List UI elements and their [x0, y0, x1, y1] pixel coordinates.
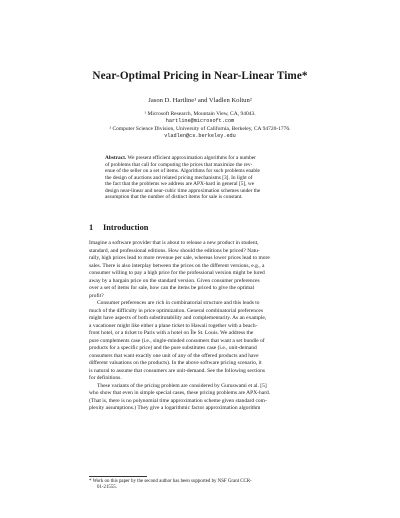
body-line: a vacationer might like either a plane ticket to Hawaii together with a beach- [89, 322, 258, 329]
body-line: sales. There is also interplay between the prices on the different versions, e.g., a [89, 262, 265, 269]
section-heading [89, 223, 148, 232]
affiliation-2-email: vladlen@cs.berkeley.edu [164, 132, 236, 139]
footnote [89, 479, 311, 492]
footnote-rule [89, 476, 147, 477]
body-line: front hotel, or a ticket to Paris with a hotel on Île St. Louis. We address the [89, 330, 254, 336]
abstract-line: assumption that the number of distinct items for sale is constant. [105, 194, 243, 201]
body-line: profit? [89, 292, 104, 299]
affiliation-1-email: hartline@microsoft.com [165, 117, 235, 124]
body-line: products for a specific price) and the pure substitutes case (i.e., unit-demand [89, 345, 257, 351]
abstract-line: of problems that call for computing the prices that maximize the rev- [105, 161, 253, 168]
body-line: much of the difficulty in price optimization. General combinatorial preferences [89, 307, 263, 314]
paper-title: Near-Optimal Pricing in Near-Linear Time* [92, 70, 308, 82]
body-line: (That is, there is no polynomial time approximation scheme given standard com- [89, 397, 267, 404]
body-line: plexity assumptions.) They give a logarithmic factor approximation algorithm [89, 405, 261, 411]
abstract-line: design near-linear and near-cubic time approximation schemes under the [105, 187, 261, 194]
abstract-line: the design of auctions and related pricing mechanisms [3]. In light of [105, 174, 253, 181]
abstract [105, 155, 295, 201]
body-line: who show that even in simple special cases, these pricing problems are APX-hard. [89, 390, 271, 396]
affiliation-2-line: ² Computer Science Division, University of California, Berkeley, CA 94720-1776. [109, 126, 291, 132]
body-line: Imagine a software provider that is about to release a new product in student, [89, 240, 259, 246]
affiliation-1 [0, 111, 400, 125]
footnote-line: * Work on this paper by the second author has been supported by NSF Grant CCR- [89, 479, 252, 484]
body-line: might have aspects of both substitutability and complementarity. As an example, [89, 315, 267, 321]
authors: Jason D. Hartline¹ and Vladlen Koltun² [148, 97, 252, 104]
body-line: standard, and professional editions. How should the editions be priced? Natu- [89, 247, 260, 254]
footnote-line: 01-21555. [97, 485, 117, 491]
abstract-line: enue of the seller on a set of items. Algorithms for such problems enable [105, 168, 260, 175]
abstract-line: the fact that the problems we address are APX-hard in general [5], we [105, 181, 255, 188]
section-title: Introduction [103, 223, 149, 232]
body-line: Consumer preferences are rich in combinatorial structure and this leads to [97, 300, 260, 306]
body-line: consumer willing to pay a high price for the professional version might be lured [89, 270, 265, 276]
body-line: is natural to assume that consumers are unit-demand. See the following sections [89, 367, 265, 374]
body-text [89, 240, 311, 413]
body-line: pure complements case (i.e., single-minded consumers that want a set bundle of [89, 337, 265, 344]
affiliation-2 [0, 126, 400, 140]
body-line: rally, high prices lead to more revenue per sale, whereas lower prices lead to more [89, 255, 270, 261]
body-line: over a set of items for sale, how can the items be priced to give the optimal [89, 285, 255, 291]
abstract-label: Abstract. [105, 155, 127, 161]
body-line: away by a bargain price on the standard version. Given consumer preferences [89, 277, 260, 284]
section-number: 1 [89, 223, 94, 232]
body-line: consumers that want exactly one unit of any of the offered products and have [89, 352, 259, 359]
body-line: different valuations on the products). In the above software pricing scenario, it [89, 360, 262, 366]
affiliation-1-line: ¹ Microsoft Research, Mountain View, CA, 94043. [144, 111, 256, 117]
body-line: for definitions. [89, 375, 122, 381]
body-line: These variants of the pricing problem are considered by Guruswami et al. [5] [97, 382, 267, 389]
abstract-text: We present efficient approximation algorithms for a number [127, 155, 256, 161]
